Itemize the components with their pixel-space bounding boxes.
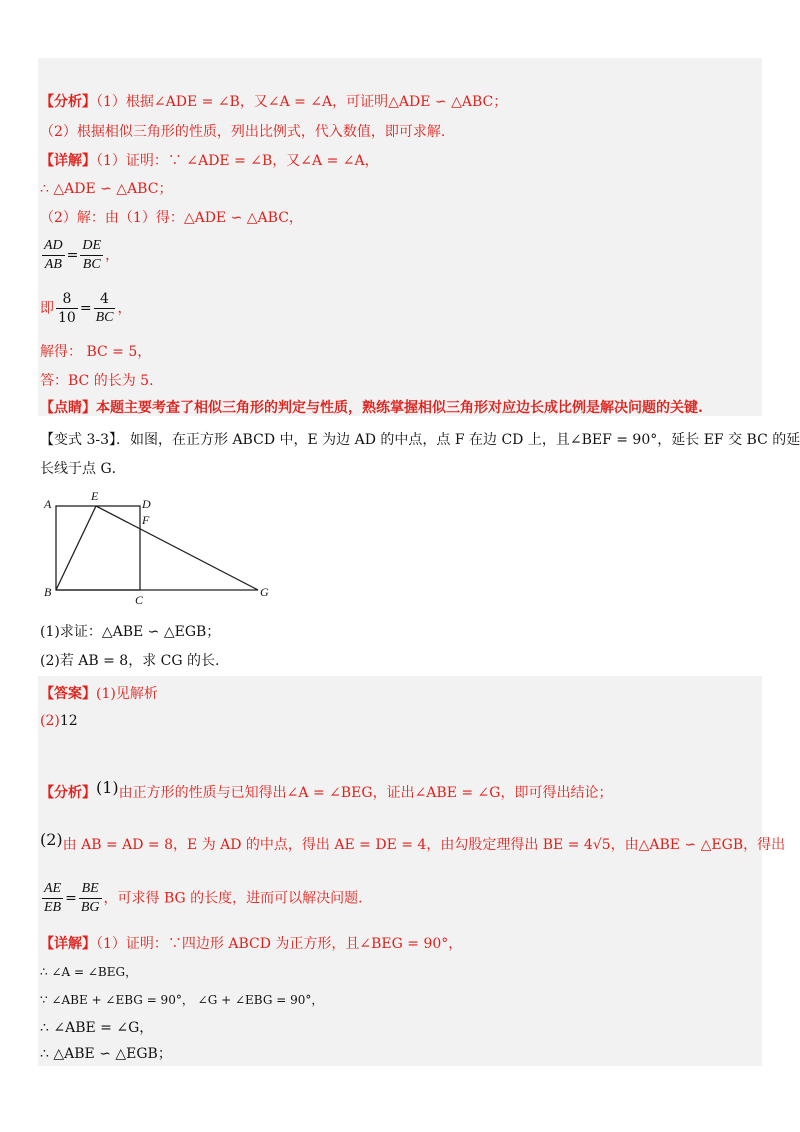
label-c: C — [135, 593, 144, 607]
question-1: (1)求证：△ABE ∽ △EGB； — [40, 624, 221, 640]
answer-2: (2)12 — [40, 713, 78, 729]
problem-line-1: 【变式 3-3】．如图，在正方形 ABCD 中，E 为边 AD 的中点，点 F 在边 CD 上，且∠BEF = 90°，延长 EF 交 BC 的延 — [40, 432, 800, 448]
detail2-line-2: ∴ ∠A = ∠BEG， — [40, 965, 138, 979]
detail-tag: 【详解】 — [40, 153, 96, 169]
detail2-line-5: ∴ △ABE ∽ △EGB； — [40, 1046, 172, 1062]
label-e: E — [91, 489, 99, 503]
detail2-line-4: ∴ ∠ABE = ∠G， — [40, 1020, 154, 1036]
analysis2-line-1: 【分析】(1)由正方形的性质与已知得出∠A = ∠BEG，证出∠ABE = ∠G，即可得出结论； — [40, 778, 613, 801]
analysis2-tag: 【分析】 — [40, 785, 96, 801]
analysis2-line-3: $\frac{AE}{EB}$ = $\frac{BE}{BG}$ ，可求得 BG 的长度，进而可以解决问题. — [44, 881, 363, 915]
label-g: G — [260, 585, 269, 599]
detail2-tag: 【详解】 — [40, 936, 96, 952]
ratio-equation: $\frac{AD}{AB}$ = $\frac{DE}{BC}$ ， — [44, 238, 120, 272]
square-abcd — [56, 506, 140, 590]
answer-tag: 【答案】 — [40, 686, 96, 702]
detail-line-1: 【详解】（1）证明：∵ ∠ADE = ∠B，又∠A = ∠A， — [40, 153, 379, 169]
geometry-figure — [38, 488, 278, 608]
detail2-line-1: 【详解】（1）证明：∵四边形 ABCD 为正方形，且∠BEG = 90°， — [40, 936, 463, 952]
comment-line: 【点睛】本题主要考查了相似三角形的判定与性质，熟练掌握相似三角形对应边长成比例是解决问题的关键. — [40, 400, 703, 416]
solve-line: 解得： BC = 5， — [40, 344, 152, 360]
comment-tag: 【点睛】 — [40, 400, 96, 416]
segment-eg — [96, 506, 258, 590]
ratio-substitution: 即 $\frac{8}{10}$ = $\frac{4}{BC}$ ， — [40, 291, 132, 326]
analysis-line-2: （2）根据相似三角形的性质，列出比例式，代入数值，即可求解. — [40, 124, 446, 140]
label-d: D — [142, 497, 151, 511]
segment-be — [56, 506, 96, 590]
label-b: B — [44, 585, 52, 599]
analysis-line-1: 【分析】（1）根据∠ADE = ∠B，又∠A = ∠A，可证明△ADE ∽ △ABC； — [40, 94, 508, 110]
label-a: A — [44, 497, 52, 511]
detail-line-2: ∴ △ADE ∽ △ABC； — [40, 181, 173, 197]
problem-line-2: 长线于点 G． — [40, 461, 126, 477]
detail2-line-3: ∵ ∠ABE + ∠EBG = 90°， ∠G + ∠EBG = 90°， — [40, 993, 324, 1007]
question-2: (2)若 AB = 8，求 CG 的长. — [40, 653, 220, 669]
analysis2-line-2: (2)由 AB = AD = 8，E 为 AD 的中点，得出 AE = DE = 4，由勾股定理得出 BE = 4√5，由△ABE ∽ △EGB，得出 — [40, 830, 786, 853]
answer-line: 答：BC 的长为 5. — [40, 373, 154, 389]
answer-1: 【答案】(1)见解析 — [40, 686, 158, 702]
analysis-tag: 【分析】 — [40, 94, 96, 110]
label-f: F — [142, 513, 150, 527]
detail-line-3: （2）解：由（1）得：△ADE ∽ △ABC， — [40, 210, 303, 226]
